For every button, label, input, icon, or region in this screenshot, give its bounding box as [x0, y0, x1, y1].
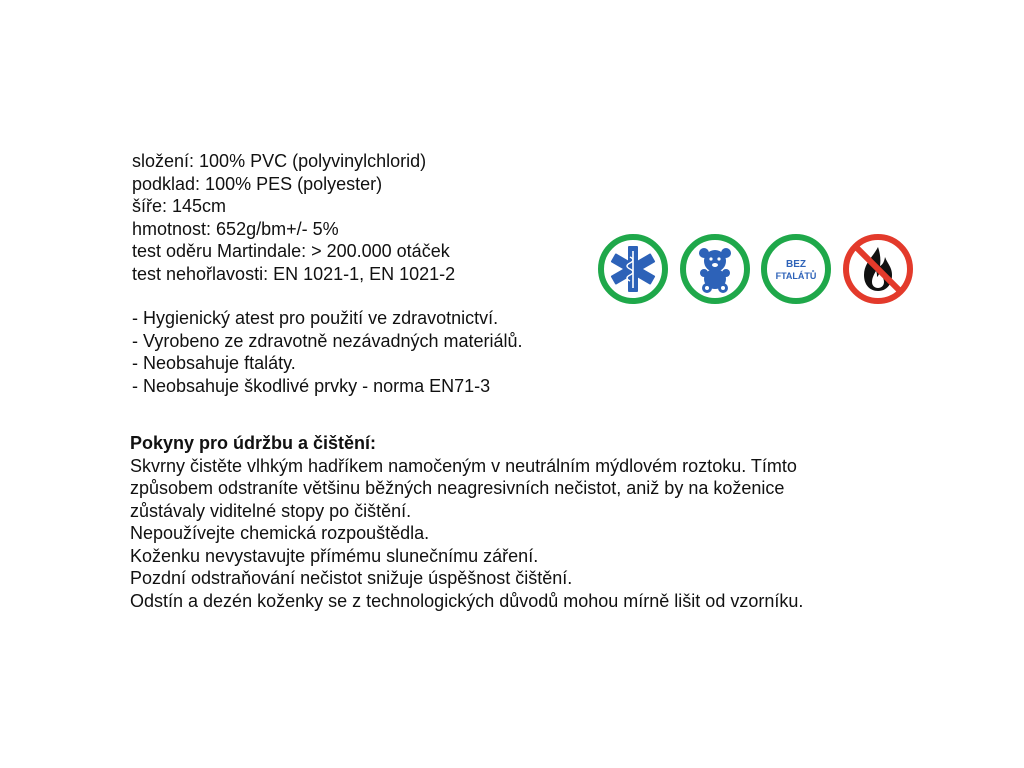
care-line: Pozdní odstraňování nečistot snižuje úspěšnost čištění. [130, 568, 573, 588]
features-list [132, 307, 523, 397]
feature-item: - Neobsahuje ftaláty. [132, 353, 296, 373]
care-line: zůstávaly viditelné stopy po čištění. [130, 500, 412, 521]
feature-item: - Hygienický atest pro použití ve zdravotnictví. [132, 308, 499, 328]
care-line: Koženku nevystavujte přímému slunečnímu záření. [130, 545, 539, 566]
spec-abrasion-test: test oděru Martindale: > 200.000 otáček [132, 241, 450, 261]
spec-weight: hmotnost: 652g/bm+/- 5% [132, 218, 339, 239]
certification-badges [597, 233, 917, 307]
spec-flammability-test: test nehořlavosti: EN 1021-1, EN 1021-2 [132, 263, 456, 284]
teddy-bear-icon [679, 233, 751, 305]
care-instructions [130, 432, 990, 612]
medical-star-of-life-icon [597, 233, 669, 305]
care-line: Odstín a dezén koženky se z technologických důvodů mohou mírně lišit od vzorníku. [130, 590, 804, 611]
spec-backing: podklad: 100% PES (polyester) [132, 173, 383, 194]
care-line: způsobem odstraníte většinu běžných neagresivních nečistot, aniž by na koženice [130, 478, 785, 498]
phthalate-free-icon [760, 233, 832, 305]
flame-retardant-icon [842, 233, 914, 305]
badge-text-line2: FTALÁTŮ [775, 271, 817, 281]
spec-composition: složení: 100% PVC (polyvinylchlorid) [132, 151, 427, 171]
feature-item: - Neobsahuje škodlivé prvky - norma EN71-3 [132, 375, 491, 396]
spec-width: šíře: 145cm [132, 196, 227, 216]
care-line: Skvrny čistěte vlhkým hadříkem namočeným v neutrálním mýdlovém roztoku. Tímto [130, 455, 797, 476]
care-line: Nepoužívejte chemická rozpouštědla. [130, 523, 430, 543]
care-title: Pokyny pro údržbu a čištění: [130, 433, 377, 453]
badge-text-line1: BEZ [786, 259, 806, 270]
feature-item: - Vyrobeno ze zdravotně nezávadných materiálů. [132, 330, 523, 351]
specifications-block [132, 150, 455, 285]
